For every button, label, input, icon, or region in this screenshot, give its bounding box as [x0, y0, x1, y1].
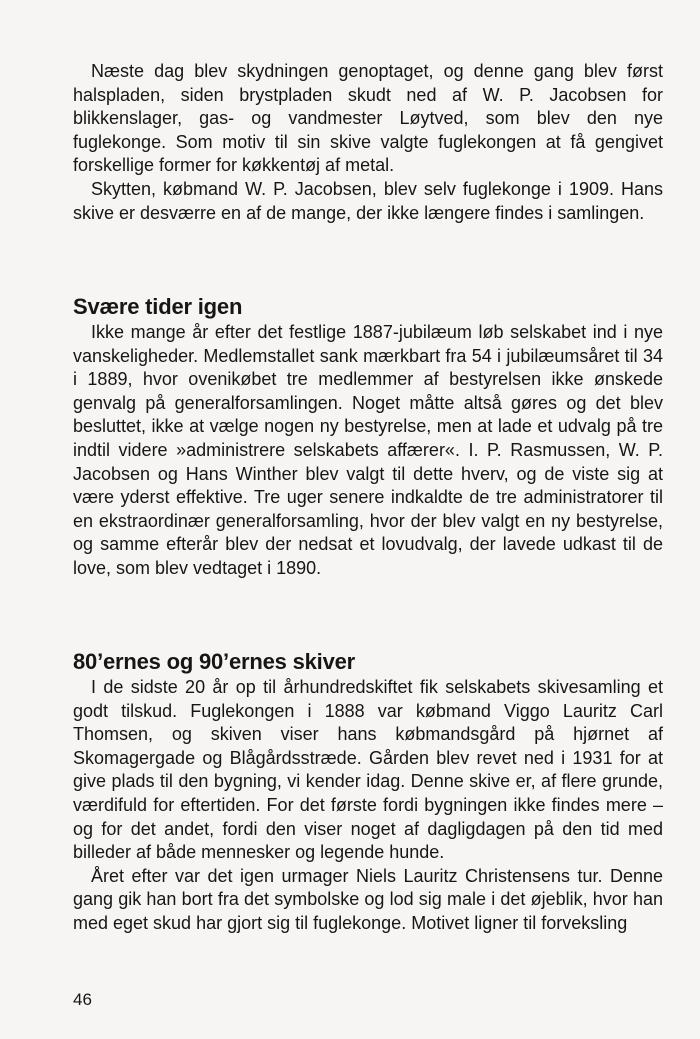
paragraph: Skytten, købmand W. P. Jacobsen, blev selv fuglekonge i 1909. Hans skive er desværre en af de mange, der ikke længere findes i samlingen. [73, 178, 663, 223]
intro-text-block [73, 60, 663, 225]
section-skiver [73, 648, 663, 936]
page-number: 46 [73, 990, 92, 1009]
section-heading: Svære tider igen [73, 294, 243, 319]
section-heading: 80’ernes og 90’ernes skiver [73, 649, 356, 674]
paragraph: Ikke mange år efter det festlige 1887-jubilæum løb selskabet ind i nye vanskeligheder. Medlemstallet sank mærkbart fra 54 i jubilæumsåret til 34 i 1889, hvor ovenikøbet tre medlemmer af bestyrelsen ikke ønskede genvalg på generalforsamlingen. Noget måtte altså gøres og det blev besluttet, ikke at vælge nogen ny bestyrelse, men at lade et udvalg på tre indtil videre »administrere selskabets affærer«. I. P. Rasmussen, W. P. Jacobsen og Hans Winther blev valgt til dette hverv, og de viste sig at være yderst effektive. Tre uger senere indkaldte de tre administratorer til en ekstraordinær generalforsamling, hvor der blev valgt en ny bestyrelse, og samme efterår blev der nedsat et lovudvalg, der lavede udkast til de love, som blev vedtaget i 1890. [73, 322, 663, 578]
section-svaere-tider [73, 293, 663, 581]
paragraph: Året efter var det igen urmager Niels Lauritz Christensens tur. Denne gang gik han bort fra det symbolske og lod sig male i det øjeblik, hvor han med eget skud har gjort sig til fuglekonge. Motivet ligner til forveksling [73, 865, 663, 933]
paragraph: Næste dag blev skydningen genoptaget, og denne gang blev først halspladen, siden brystpladen skudt ned af W. P. Jacobsen for blikkenslager, gas- og vandmester Løytved, som blev den nye fuglekonge. Som motiv til sin skive valgte fuglekongen at få gengivet forskellige former for køkkentøj af metal. [73, 61, 663, 176]
paragraph: I de sidste 20 år op til århundredskiftet fik selskabets skivesamling et godt tilskud. Fuglekongen i 1888 var købmand Viggo Lauritz Carl Thomsen, og skiven viser hans købmandsgård på hjørnet af Skomagergade og Blågårdsstræde. Gården blev revet ned i 1931 for at give plads til den bygning, vi kender idag. Denne skive er, af flere grunde, værdifuld for eftertiden. For det første fordi bygningen ikke findes mere – og for det andet, fordi den viser noget af dagligdagen på den tid med billeder af både mennesker og legende hunde. [73, 677, 663, 863]
